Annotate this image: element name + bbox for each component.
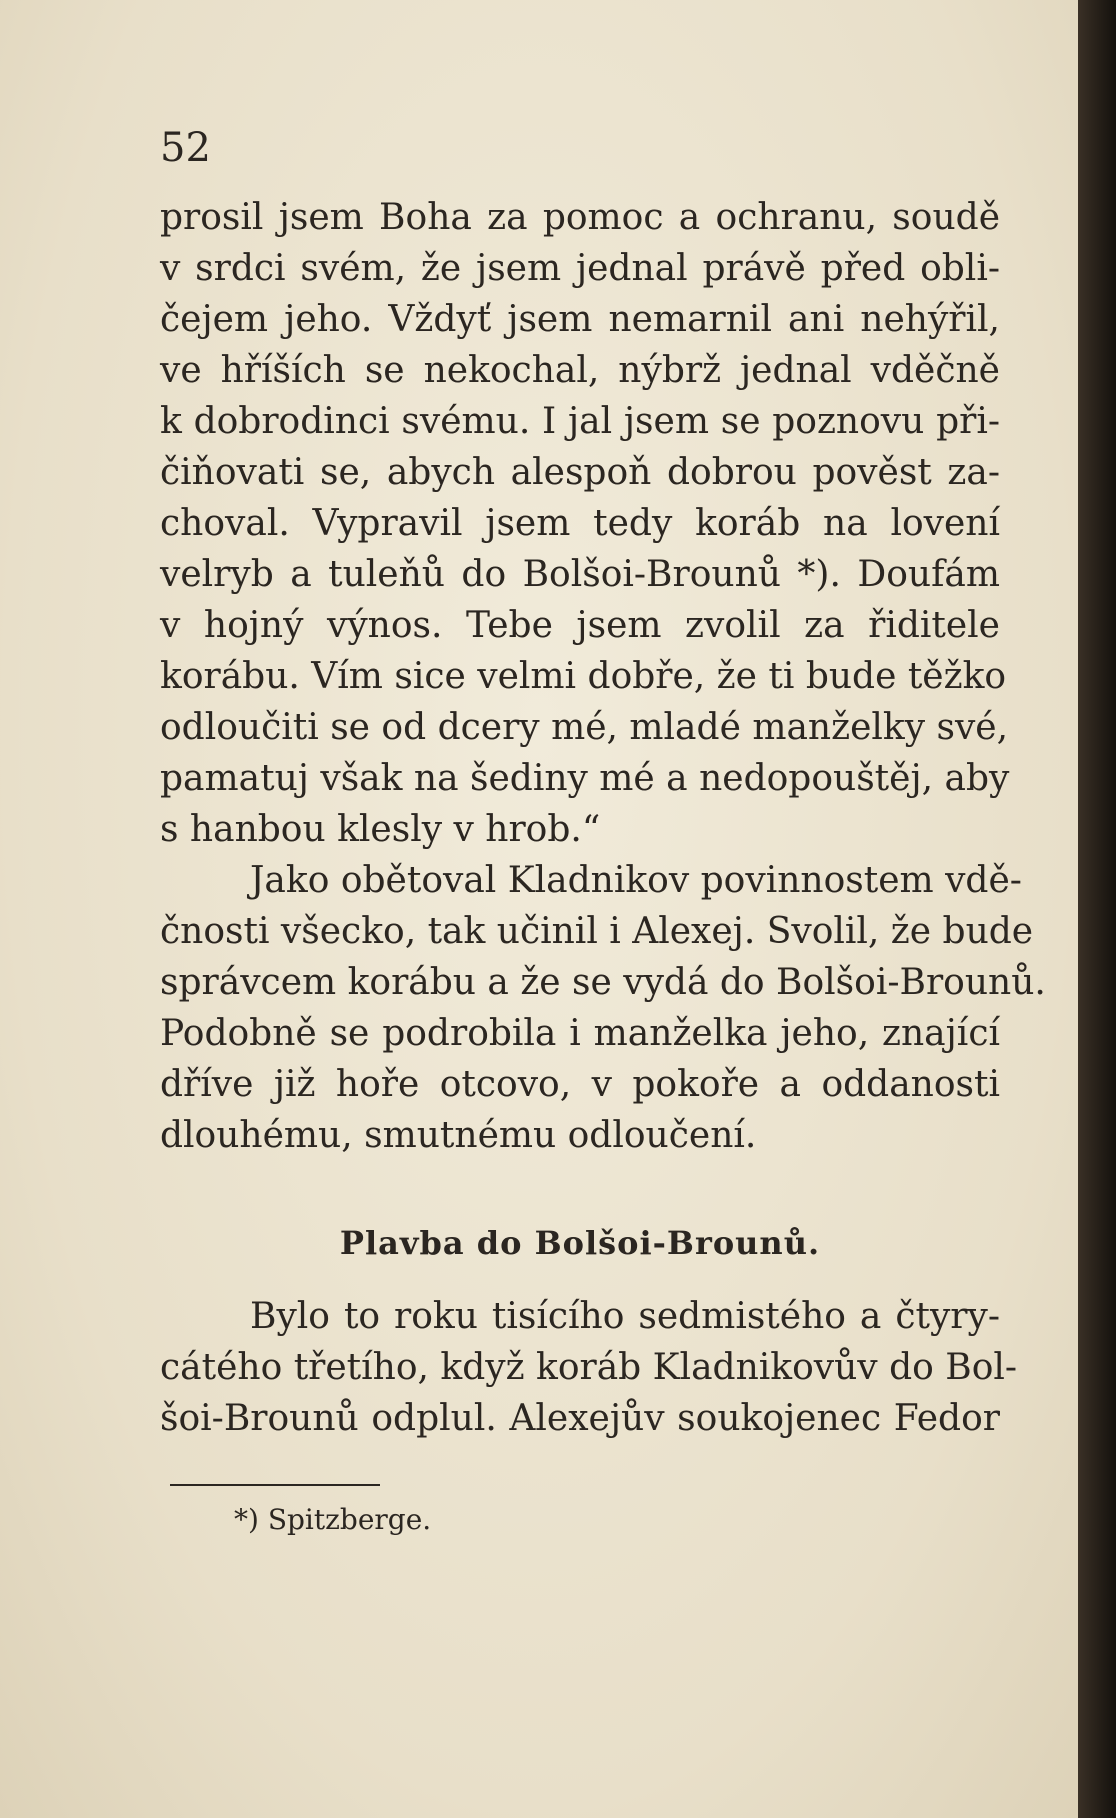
section-title: Plavba do Bolšoi-Brounů. [339,1224,821,1262]
text-line: dlouhému, smutnému odloučení. [160,1115,757,1156]
text-line: dříve již hoře otcovo, v pokoře a oddanosti [160,1064,1000,1105]
text-line: prosil jsem Boha za pomoc a ochranu, soudě [160,197,1000,238]
text-line: šoi-Brounů odplul. Alexejův soukojenec Fedor [160,1398,1000,1439]
book-binding-edge [1078,0,1116,1818]
text-line: Bylo to roku tisícího sedmistého a čtyry- [250,1296,1000,1337]
text-line: Podobně se podrobila i manželka jeho, znající [160,1013,1000,1054]
footnote-divider [170,1484,380,1486]
footnote: *) Spitzberge. [234,1503,432,1536]
paragraph-3 [160,1291,1018,1444]
text-line: odloučiti se od dcery mé, mladé manželky své, [160,707,1009,748]
text-line: choval. Vypravil jsem tedy koráb na lovení [160,503,1000,544]
text-line: v srdci svém, že jsem jednal právě před obli- [160,248,1000,289]
text-line: k dobrodinci svému. I jal jsem se poznovu při- [160,401,1000,442]
text-block [160,125,1046,1538]
paragraph-1 [160,192,1010,855]
text-line: s hanbou klesly v hrob.“ [160,809,601,850]
text-line: správcem korábu a že se vydá do Bolšoi-Brounů. [160,962,1046,1003]
text-line: v hojný výnos. Tebe jsem zvolil za řiditele [160,605,1000,646]
text-line: cátého třetího, když koráb Kladnikovův do Bol- [160,1347,1018,1388]
text-line: pamatuj však na šediny mé a nedopouštěj, aby [160,758,1010,799]
text-line: čiňovati se, abych alespoň dobrou pověst za- [160,452,1000,493]
page-number: 52 [160,125,211,171]
text-line: čnosti všecko, tak učinil i Alexej. Svolil, že bude [160,911,1034,952]
text-line: Jako obětoval Kladnikov povinnostem vdě- [250,860,1022,901]
text-line: velryb a tuleňů do Bolšoi-Brounů *). Doufám [160,554,1000,595]
text-line: čejem jeho. Vždyť jsem nemarnil ani nehýřil, [160,299,1000,340]
paragraph-2 [160,855,1046,1161]
text-line: korábu. Vím sice velmi dobře, že ti bude těžko [160,656,1007,697]
text-line: ve hříších se nekochal, nýbrž jednal vděčně [160,350,1000,391]
